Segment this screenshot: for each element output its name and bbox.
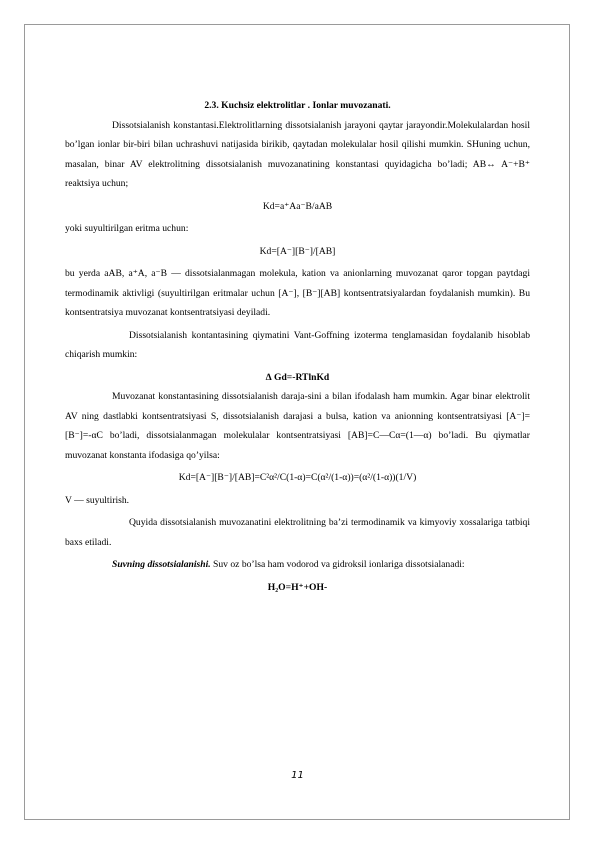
formula-concentration-constant: Kd=[A⁻][B⁻]/[AB] <box>259 245 336 257</box>
paragraph-applications: Quyida dissotsialanish muvozanatini elektrolitning ba’zi termodinamik va kimyoviy xossalariga tatbiqi baxs etiladi. <box>65 517 530 548</box>
paragraph-degree-of-dissociation: Muvozanat konstantasining dissotsialanish daraja-sini a bilan ifodalash ham mumkin. Agar binar elektrolit AV ning dastlabki kontsentratsiyasi S, dissotsialanish darajasi a bulsa, kation va anionning kontsentratsiyasi [A⁻]=[B⁻]=-αC bo’ladi, dissotsialanmagan molekulalar kontsentratsiyasi [AB]=C—Cα=(1—α) bo’ladi. Bu qiymatlar muvozanat konstanta ifodasiga qo’yilsa: <box>65 391 530 461</box>
paragraph-water-dissociation <box>65 555 530 575</box>
water-dissociation-title: Suvning dissotsialanishi. <box>112 559 211 570</box>
document-body <box>65 96 530 597</box>
water-dissociation-text: Suv oz bo’lsa ham vodorod va gidroksil ionlariga dissotsialanadi: <box>210 559 465 570</box>
paragraph-dilute-solution: yoki suyultirilgan eritma uchun: <box>65 223 189 234</box>
section-heading: 2.3. Kuchsiz elektrolitlar . Ionlar muvozanati. <box>204 100 391 111</box>
formula-gibbs-energy: ∆ Gd=-RTlnKd <box>265 371 330 383</box>
paragraph-activity-explanation: bu yerda aAB, a⁺A, a⁻B — dissotsialanmagan molekula, kation va anionlarning muvozanat qaror topgan paytdagi termodinamik aktivligi (suyultirilgan eritmalar uchun [A⁻], [B⁻][AB] kontsentratsiyalardan foydalanish mumkin). Bu kontsentratsiya muvozanat kontsentratsiyasi deyiladi. <box>65 268 530 318</box>
formula-ostwald-law: Kd=[A⁻][B⁻]/[AB]=C²α²/C(1-α)=C(α²/(1-α))=(α²/(1-α))(1/V) <box>178 472 417 483</box>
formula-water-ionization: H₂O=H⁺+OH- <box>267 581 328 593</box>
page-number: 11 <box>291 770 304 781</box>
formula-activity-constant: Kd=a⁺Aa⁻B/aAB <box>262 200 333 212</box>
paragraph-dissociation-constant: Dissotsialanish konstantasi.Elektrolitlarning dissotsialanish jarayoni qaytar jarayondir.Molekulalardan hosil bo’lgan ionlar bir-biri bilan uchrashuvi natijasida birikib, qaytadan molekulalar hosil qilishi mumkin. SHuning uchun, masalan, binar AV elektrolitning dissotsialanish muvozanatining konstantasi quyidagicha bo’ladi; AB↔ A⁻+B⁺ reaktsiya uchun; <box>65 119 530 189</box>
paragraph-vant-hoff: Dissotsialanish kontantasining qiymatini Vant-Goffning izoterma tenglamasidan foydalanib hisoblab chiqarish mumkin: <box>65 329 530 360</box>
paragraph-dilution-definition: V — suyultirish. <box>65 494 130 506</box>
